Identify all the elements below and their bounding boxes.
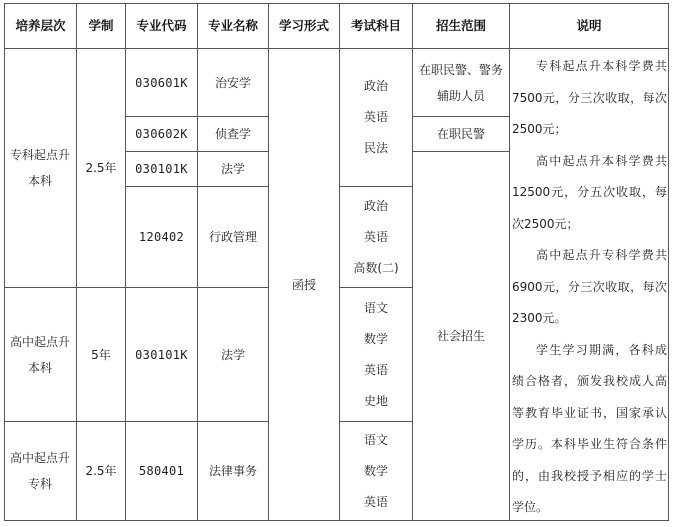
major-name-cell: 治安学 (214, 75, 251, 90)
exam-subject: 英语 (363, 362, 388, 377)
header-exam-subjects: 考试科目 (350, 18, 401, 33)
header-duration: 学制 (88, 18, 114, 33)
exam-subjects-cell (340, 187, 412, 287)
major-name-cell: 法律事务 (208, 464, 257, 478)
header-major-code: 专业代码 (136, 18, 187, 33)
duration-cell: 2.5年 (85, 161, 117, 175)
major-name-cell: 法学 (220, 162, 245, 176)
level-cell: 专科起点升本科 (9, 148, 70, 188)
study-form-cell: 函授 (291, 277, 316, 292)
header-study-form: 学习形式 (278, 18, 329, 33)
notes-cell (512, 48, 667, 520)
exam-subject: 政治 (363, 198, 388, 213)
header-scope: 招生范围 (435, 18, 486, 33)
major-name-cell: 行政管理 (208, 230, 257, 244)
note-paragraph: 高中起点升专科学费共6900元，分三次收取，每次2300元。 (512, 248, 667, 325)
exam-subject: 史地 (363, 393, 388, 408)
exam-subjects-cell (340, 49, 412, 186)
duration-cell: 2.5年 (85, 464, 117, 478)
exam-subject: 高数(二) (353, 260, 399, 275)
duration-cell: 5年 (91, 347, 111, 362)
exam-subject: 数学 (363, 331, 388, 346)
scope-cell: 在职民警、警务辅助人员 (418, 62, 503, 103)
header-notes: 说明 (576, 18, 602, 33)
scope-cell: 在职民警 (436, 127, 485, 141)
note-paragraph: 学生学习期满，各科成绩合格者，颁发我校成人高等教育毕业证书，国家承认学历。本科毕业生符合条件的，由我校授予相应的学士学位。 (512, 342, 667, 514)
exam-subject: 数学 (363, 463, 388, 478)
exam-subjects-cell (340, 288, 412, 421)
exam-subject: 英语 (363, 229, 388, 244)
header-level: 培养层次 (15, 18, 66, 33)
level-cell: 高中起点升本科 (9, 334, 70, 375)
level-cell: 高中起点升专科 (9, 451, 70, 491)
exam-subject: 政治 (363, 79, 388, 93)
header-major-name: 专业名称 (207, 18, 258, 33)
major-name-cell: 法学 (220, 347, 245, 362)
major-code-cell: 030602K (135, 127, 188, 141)
major-code-cell: 580401 (138, 464, 185, 478)
major-name-cell: 侦查学 (214, 127, 251, 141)
exam-subject: 语文 (363, 432, 388, 447)
major-code-cell: 120402 (138, 230, 185, 244)
exam-subject: 民法 (363, 141, 388, 155)
major-code-cell: 030101K (135, 347, 188, 362)
scope-cell: 社会招生 (436, 329, 485, 343)
major-code-cell: 030601K (135, 75, 188, 90)
note-paragraph: 专科起点升本科学费共7500元，分三次收取，每次2500元； (512, 59, 667, 136)
exam-subject: 语文 (363, 300, 388, 315)
exam-subject: 英语 (363, 110, 388, 124)
note-paragraph: 高中起点升本科学费共12500元，分五次收取，每次2500元； (512, 153, 667, 231)
exam-subject: 英语 (363, 494, 388, 509)
major-code-cell: 030101K (135, 162, 188, 176)
exam-subjects-cell (340, 422, 412, 520)
